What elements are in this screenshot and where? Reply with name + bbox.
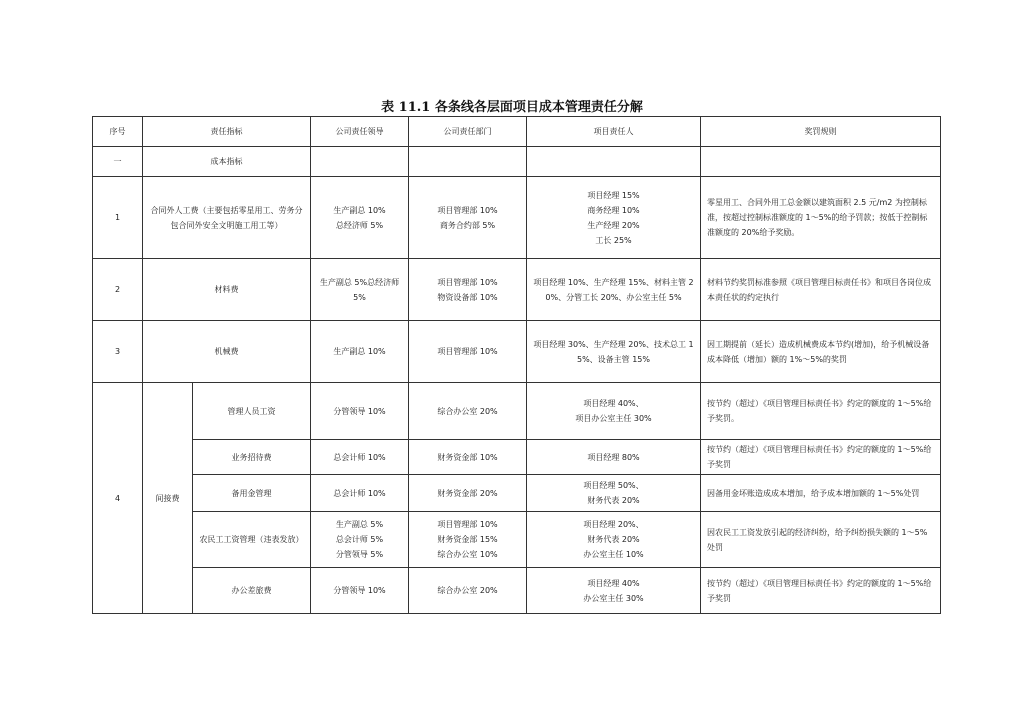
cell-line: 总经济师 5%	[335, 220, 384, 230]
table-row	[93, 147, 941, 177]
cell-leader	[311, 147, 409, 177]
cell-dept	[409, 177, 527, 259]
cell-rule: 因工期提前（延长）造成机械费成本节约(增加)，给予机械设备成本降低（增加）额的 1%～5%的奖罚	[701, 321, 941, 383]
table-row	[93, 321, 941, 383]
header-leader: 公司责任领导	[311, 117, 409, 147]
cell-dept: 财务资金部 10%	[409, 440, 527, 475]
cell-dept	[409, 147, 527, 177]
cell-line: 财务资金部 15%	[437, 535, 498, 544]
cell-rule	[701, 147, 941, 177]
cell-line: 项目经理 40%、	[583, 399, 644, 408]
cell-seq: 3	[93, 321, 143, 383]
cell-leader	[311, 177, 409, 259]
cost-responsibility-table	[92, 116, 941, 614]
table-row	[93, 383, 941, 440]
cell-line: 财务代表 20%	[587, 535, 640, 544]
cell-line: 总会计师 5%	[335, 535, 384, 544]
cell-rule: 零星用工、合同外用工总金额以建筑面积 2.5 元/m2 为控制标准，按超过控制标准额度的 1～5%的给予罚款；按低于控制标准额度的 20%给予奖励。	[701, 177, 941, 259]
cell-indicator: 合同外人工费（主要包括零星用工、劳务分包合同外安全文明施工用工等）	[143, 177, 311, 259]
cell-leader: 生产副总 5%总经济师 5%	[311, 259, 409, 321]
cell-person: 项目经理 30%、生产经理 20%、技术总工 15%、设备主管 15%	[527, 321, 701, 383]
cell-line: 项目经理 50%、	[583, 481, 644, 490]
cell-line: 生产副总 5%	[335, 520, 384, 529]
header-seq: 序号	[93, 117, 143, 147]
header-indicator: 责任指标	[143, 117, 311, 147]
header-rule: 奖罚规则	[701, 117, 941, 147]
cell-line: 项目管理部 10%	[437, 520, 498, 529]
cell-leader	[311, 512, 409, 568]
cell-dept: 综合办公室 20%	[409, 568, 527, 614]
table-row	[93, 568, 941, 614]
cell-leader: 生产副总 10%	[311, 321, 409, 383]
cell-indicator: 材料费	[143, 259, 311, 321]
cell-line: 项目经理 20%、	[583, 520, 644, 529]
cell-person	[527, 475, 701, 512]
cell-dept	[409, 512, 527, 568]
cell-indicator: 备用金管理	[193, 475, 311, 512]
table-row	[93, 259, 941, 321]
cell-person	[527, 177, 701, 259]
cell-line: 项目经理 15%	[587, 190, 640, 200]
cell-person	[527, 383, 701, 440]
cell-rule: 按节约（超过）《项目管理目标责任书》约定的额度的 1～5%给予奖罚。	[701, 383, 941, 440]
table-title: 表 11.1 各条线各层面项目成本管理责任分解	[381, 100, 643, 115]
cell-line: 项目管理部 10%	[437, 277, 498, 287]
cell-seq: 2	[93, 259, 143, 321]
cell-person	[527, 512, 701, 568]
cell-leader: 总会计师 10%	[311, 440, 409, 475]
cell-dept	[409, 259, 527, 321]
cell-line: 商务合约部 5%	[439, 220, 496, 230]
cell-line: 生产经理 20%	[587, 220, 640, 230]
header-dept: 公司责任部门	[409, 117, 527, 147]
cell-indicator: 成本指标	[143, 147, 311, 177]
cell-indicator: 农民工工资管理（违表发放）	[193, 512, 311, 568]
cell-line: 分管领导 5%	[335, 550, 384, 559]
cell-person: 项目经理 80%	[527, 440, 701, 475]
cell-dept: 综合办公室 20%	[409, 383, 527, 440]
table-row	[93, 475, 941, 512]
cell-person	[527, 568, 701, 614]
cell-leader: 分管领导 10%	[311, 383, 409, 440]
cell-indicator: 管理人员工资	[193, 383, 311, 440]
cell-seq: 4	[93, 383, 143, 614]
cell-line: 工长 25%	[595, 235, 632, 245]
cell-leader: 分管领导 10%	[311, 568, 409, 614]
cell-line: 综合办公室 10%	[437, 550, 498, 559]
cell-rule: 按节约（超过）《项目管理目标责任书》约定的额度的 1～5%给予奖罚	[701, 440, 941, 475]
cell-person	[527, 147, 701, 177]
cell-line: 物资设备部 10%	[437, 292, 498, 302]
cell-rule: 因农民工工资发放引起的经济纠纷，给予纠纷损失额的 1～5%处罚	[701, 512, 941, 568]
cell-dept: 项目管理部 10%	[409, 321, 527, 383]
cell-rule: 按节约（超过）《项目管理目标责任书》约定的额度的 1～5%给予奖罚	[701, 568, 941, 614]
cell-dept: 财务资金部 20%	[409, 475, 527, 512]
cell-seq: 一	[93, 147, 143, 177]
cell-line: 办公室主任 10%	[583, 550, 644, 559]
cell-line: 生产副总 10%	[333, 205, 386, 215]
header-person: 项目责任人	[527, 117, 701, 147]
cell-line: 财务代表 20%	[587, 496, 640, 505]
cell-line: 办公室主任 30%	[583, 593, 644, 603]
cell-line: 项目经理 40%	[587, 578, 640, 588]
table-row	[93, 512, 941, 568]
cell-leader: 总会计师 10%	[311, 475, 409, 512]
cell-line: 商务经理 10%	[587, 205, 640, 215]
cell-indicator: 机械费	[143, 321, 311, 383]
cell-rule: 材料节约奖罚标准参照《项目管理目标责任书》和项目各岗位成本责任状的约定执行	[701, 259, 941, 321]
cell-rule: 因备用金坏账造成成本增加，给予成本增加额的 1～5%处罚	[701, 475, 941, 512]
cell-seq: 1	[93, 177, 143, 259]
header-row	[93, 117, 941, 147]
table-row	[93, 177, 941, 259]
cell-indicator: 业务招待费	[193, 440, 311, 475]
cell-line: 项目管理部 10%	[437, 205, 498, 215]
table-row	[93, 440, 941, 475]
cell-line: 项目办公室主任 30%	[575, 414, 652, 423]
cell-person: 项目经理 10%、生产经理 15%、材料主管 20%、分管工长 20%、办公室主任 5%	[527, 259, 701, 321]
cell-group: 间接费	[143, 383, 193, 614]
cell-indicator: 办公差旅费	[193, 568, 311, 614]
